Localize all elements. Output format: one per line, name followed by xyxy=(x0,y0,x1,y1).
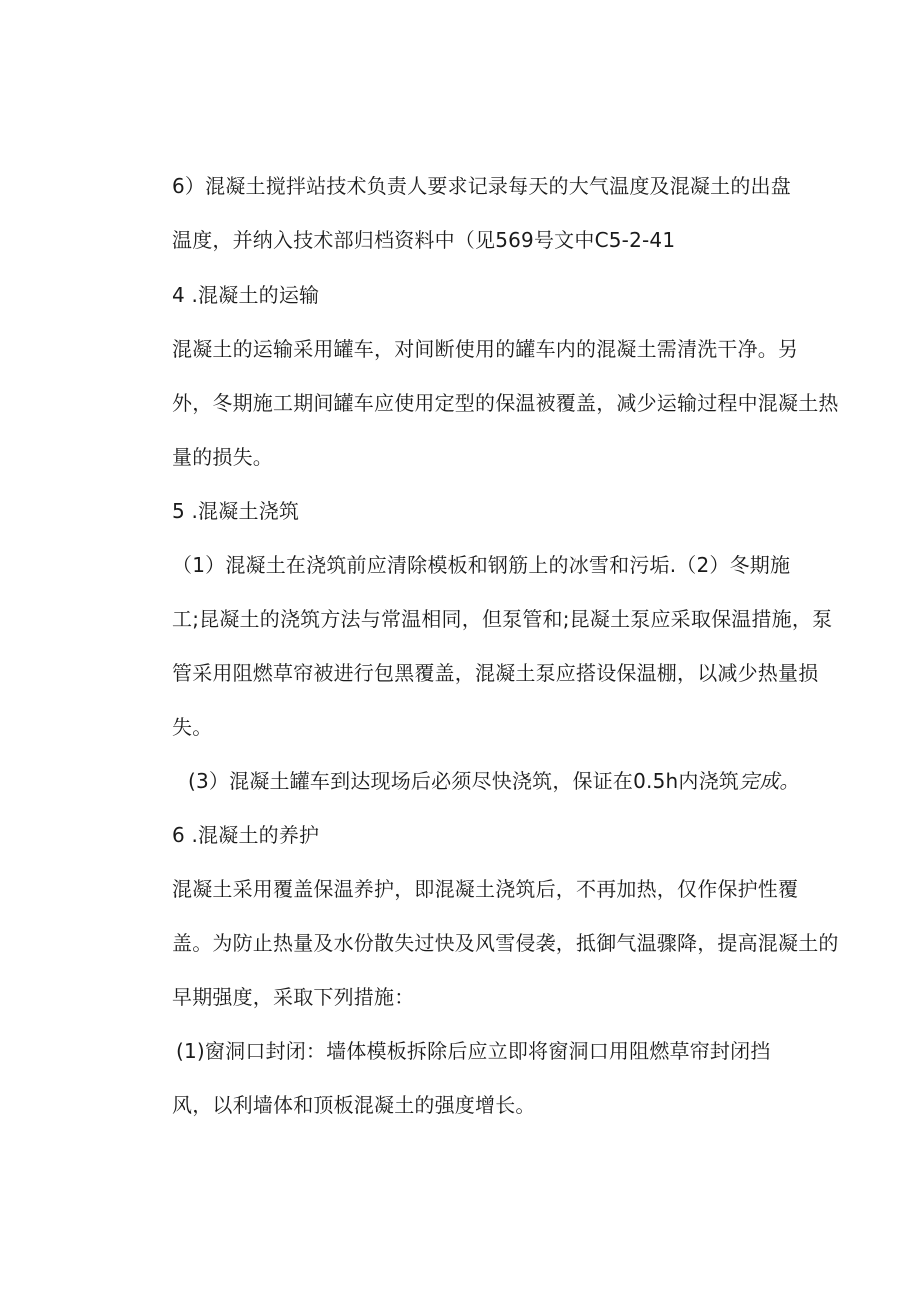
paragraph-pouring-line-4: 失。 xyxy=(172,715,213,739)
paragraph-pouring-item-3-text: (3）混凝土罐车到达现场后必须尽快浇筑，保证在0.5h内浇筑 xyxy=(188,769,740,793)
paragraph-curing-line-1: 混凝土采用覆盖保温养护，即混凝土浇筑后，不再加热，仅作保护性覆 xyxy=(172,877,799,901)
section-heading-5: 5 .混凝土浇筑 xyxy=(172,499,300,523)
paragraph-transport-line-2: 外，冬期施工期间罐车应使用定型的保温被覆盖，减少运输过程中混凝土热 xyxy=(172,391,839,415)
paragraph-pouring-line-1: （1）混凝土在浇筑前应清除模板和钢筋上的冰雪和污垢.（2）冬期施 xyxy=(172,553,791,577)
paragraph-window-line-2: 风，以利墙体和顶板混凝土的强度增长。 xyxy=(172,1093,536,1117)
paragraph-curing-line-3: 早期强度，采取下列措施： xyxy=(172,985,415,1009)
section-heading-4: 4 .混凝土的运输 xyxy=(172,283,320,307)
paragraph-transport-line-3: 量的损失。 xyxy=(172,445,273,469)
paragraph-item-6-line-2: 温度，并纳入技术部归档资料中（见569号文中C5-2-41 xyxy=(172,228,676,252)
paragraph-item-6-line-1: 6）混凝土搅拌站技术负责人要求记录每天的大气温度及混凝土的出盘 xyxy=(172,174,791,198)
paragraph-transport-line-1: 混凝土的运输采用罐车，对间断使用的罐车内的混凝土需清洗干净。另 xyxy=(172,337,799,361)
paragraph-window-line-1: (1)窗洞口封闭：墙体模板拆除后应立即将窗洞口用阻燃草帘封闭挡 xyxy=(176,1039,771,1063)
paragraph-pouring-line-2: 工;昆凝土的浇筑方法与常温相同，但泵管和;昆凝土泵应采取保温措施，泵 xyxy=(172,607,833,631)
paragraph-curing-line-2: 盖。为防止热量及水份散失过快及风雪侵袭，抵御气温骤降，提高混凝土的 xyxy=(172,931,839,955)
paragraph-pouring-line-3: 管采用阻燃草帘被进行包黑覆盖，混凝土泵应搭设保温棚，以减少热量损 xyxy=(172,661,819,685)
paragraph-pouring-item-3 xyxy=(188,767,800,795)
section-heading-6: 6 .混凝土的养护 xyxy=(172,823,320,847)
paragraph-pouring-item-3-tail: 完成。 xyxy=(739,769,800,793)
